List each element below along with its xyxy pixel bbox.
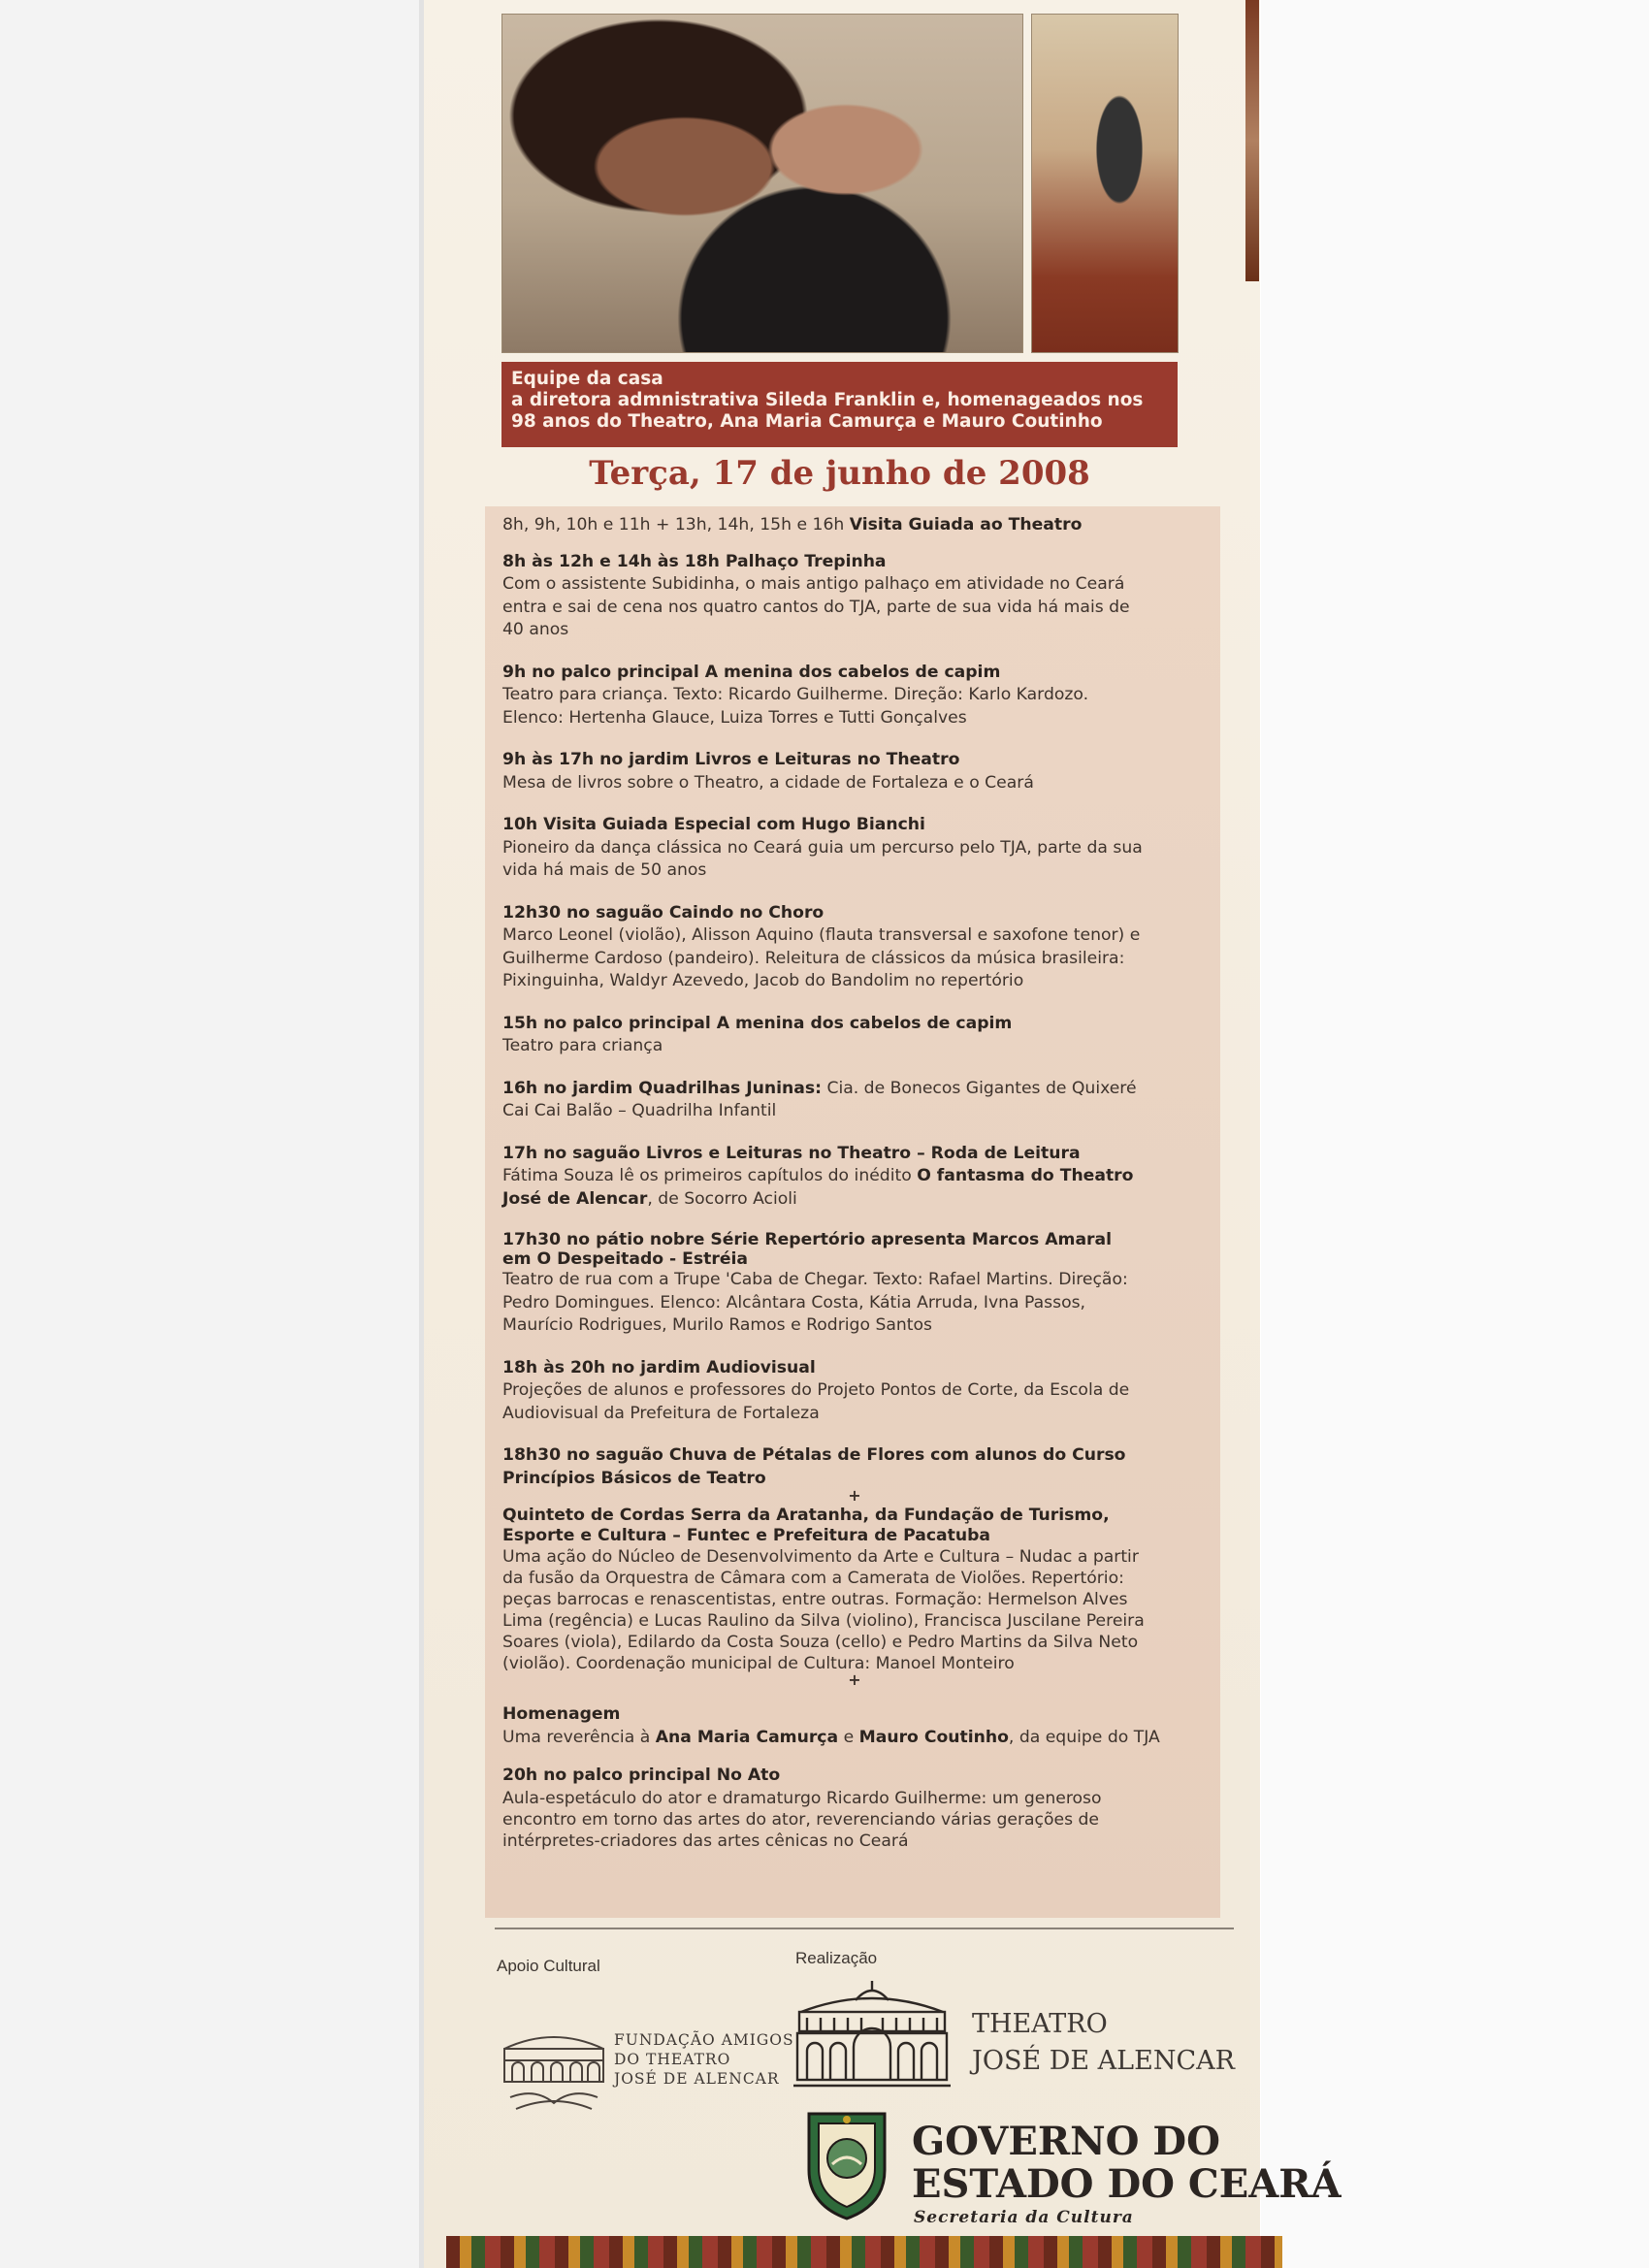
item-text: peças barrocas e renascentistas, entre outras. Formação: Hermelson Alves — [502, 1590, 1128, 1609]
item-text: Guilherme Cardoso (pandeiro). Releitura de clássicos da música brasileira: — [502, 948, 1125, 968]
item-title: Esporte e Cultura – Funtec e Prefeitura de Pacatuba — [502, 1526, 991, 1545]
adjacent-page-edge — [1245, 0, 1259, 281]
item-text: entra e sai de cena nos quatro cantos do TJA, parte de sua vida há mais de — [502, 597, 1130, 617]
item-text: e — [838, 1727, 859, 1747]
governo-line: ESTADO DO CEARÁ — [912, 2161, 1342, 2207]
item-title: 9h às 17h no jardim Livros e Leituras no Theatro — [502, 750, 960, 769]
plus-separator: + — [848, 1670, 861, 1689]
item-text: encontro em torno das artes do ator, reverenciando várias gerações de — [502, 1809, 1099, 1830]
fundacao-line: JOSÉ DE ALENCAR — [614, 2070, 780, 2088]
item-text: Uma ação do Núcleo de Desenvolvimento da Arte e Cultura – Nudac a partir — [502, 1547, 1139, 1567]
theatro-name — [972, 2006, 1235, 2080]
item-text: Com o assistente Subidinha, o mais antigo palhaço em atividade no Ceará — [502, 574, 1125, 594]
item-text: Elenco: Hertenha Glauce, Luiza Torres e Tutti Gonçalves — [502, 707, 967, 728]
caption-line: Equipe da casa — [511, 369, 663, 389]
item-title: Homenagem — [502, 1704, 621, 1724]
item-title: em O Despeitado - Estréia — [502, 1249, 748, 1269]
program-item — [502, 551, 1207, 642]
item-title: 10h Visita Guiada Especial com Hugo Bianchi — [502, 815, 925, 834]
item-title: Princípios Básicos de Teatro — [502, 1468, 766, 1488]
item-text: Aula-espetáculo do ator e dramaturgo Ricardo Guilherme: um generoso — [502, 1788, 1102, 1808]
program-item — [502, 1357, 1207, 1426]
item-title: 8h às 12h e 14h às 18h Palhaço Trepinha — [502, 551, 887, 571]
program-item — [502, 1078, 1207, 1123]
item-title: 15h no palco principal A menina dos cabelos de capim — [502, 1013, 1013, 1033]
ceara-coat-of-arms-icon — [803, 2108, 890, 2222]
item-title: 16h no jardim Quadrilhas Juninas: — [502, 1078, 822, 1098]
caption-line: a diretora admnistrativa Sileda Franklin e, homenageados nos — [511, 390, 1144, 410]
item-title: 17h no saguão Livros e Leituras no Theatro – Roda de Leitura — [502, 1143, 1081, 1163]
fundacao-line: DO THEATRO — [614, 2051, 731, 2068]
item-text: Pixinguinha, Waldyr Azevedo, Jacob do Bandolim no repertório — [502, 971, 1024, 990]
item-title: Quinteto de Cordas Serra da Aratanha, da Fundação de Turismo, — [502, 1506, 1110, 1525]
governo-name — [912, 2121, 1342, 2206]
item-times: 8h, 9h, 10h e 11h + 13h, 14h, 15h e 16h — [502, 515, 850, 535]
item-text: Mesa de livros sobre o Theatro, a cidade de Fortaleza e o Ceará — [502, 772, 1034, 793]
item-text: Maurício Rodrigues, Murilo Ramos e Rodrigo Santos — [502, 1315, 932, 1335]
item-title: 9h no palco principal A menina dos cabelos de capim — [502, 662, 1001, 682]
program-schedule — [485, 506, 1220, 1918]
decorative-border — [446, 2236, 1282, 2268]
date-heading: Terça, 17 de junho de 2008 — [589, 454, 1090, 493]
item-text: Teatro de rua com a Trupe 'Caba de Chegar. Texto: Rafael Martins. Direção: — [502, 1270, 1128, 1289]
program-item — [502, 749, 1207, 794]
theatro-line: JOSÉ DE ALENCAR — [972, 2046, 1235, 2076]
item-text: Lima (regência) e Lucas Raulino da Silva (violino), Francisca Juscilane Pereira — [502, 1611, 1145, 1631]
item-title: 20h no palco principal No Ato — [502, 1766, 781, 1785]
scan-background-left — [0, 0, 424, 2268]
program-item — [502, 814, 1207, 883]
program-item — [502, 1143, 1207, 1212]
fundacao-name — [614, 2030, 794, 2089]
photo-man-on-stage — [1031, 14, 1179, 353]
photo-caption — [501, 362, 1178, 447]
book-title: José de Alencar — [502, 1188, 648, 1209]
program-item — [502, 902, 1207, 993]
photo-two-women — [501, 14, 1023, 353]
item-title: 18h30 no saguão Chuva de Pétalas de Flores com alunos do Curso — [502, 1445, 1126, 1465]
plus-separator: + — [848, 1486, 861, 1505]
item-title: Visita Guiada ao Theatro — [849, 515, 1083, 535]
item-text: Cia. de Bonecos Gigantes de Quixeré — [821, 1078, 1137, 1098]
item-text: Uma reverência à — [502, 1727, 656, 1747]
honoree-name: Mauro Coutinho — [858, 1727, 1009, 1747]
theatro-jose-de-alencar-icon — [793, 1979, 951, 2088]
item-text: vida há mais de 50 anos — [502, 860, 707, 880]
program-item — [502, 1703, 1207, 1749]
item-text: Pioneiro da dança clássica no Ceará guia um percurso pelo TJA, parte da sua — [502, 837, 1143, 858]
governo-line: GOVERNO DO — [912, 2119, 1220, 2164]
program-item — [502, 1765, 1207, 1852]
honoree-name: Ana Maria Camurça — [655, 1727, 839, 1747]
item-text: , da equipe do TJA — [1008, 1727, 1160, 1747]
footer-divider — [495, 1928, 1234, 1929]
program-item — [502, 1013, 1207, 1058]
fundacao-line: FUNDAÇÃO AMIGOS — [614, 2031, 794, 2049]
item-text: intérpretes-criadores das artes cênicas no Ceará — [502, 1831, 909, 1851]
program-item — [502, 1444, 1207, 1688]
item-title: 17h30 no pátio nobre Série Repertório apresenta Marcos Amaral — [502, 1230, 1113, 1249]
caption-line: 98 anos do Theatro, Ana Maria Camurça e Mauro Coutinho — [511, 411, 1103, 432]
program-item — [502, 662, 1207, 730]
item-text: Teatro para criança — [502, 1036, 663, 1055]
item-text: Projeções de alunos e professores do Projeto Pontos de Corte, da Escola de — [502, 1380, 1130, 1400]
item-text: (violão). Coordenação municipal de Cultura: Manoel Monteiro — [502, 1654, 1015, 1673]
secretaria-cultura: Secretaria da Cultura — [914, 2208, 1134, 2227]
item-text: , de Socorro Acioli — [647, 1188, 797, 1209]
item-title: 12h30 no saguão Caindo no Choro — [502, 902, 824, 923]
scan-background-right — [1261, 0, 1649, 2268]
theatro-line: THEATRO — [972, 2009, 1108, 2039]
book-title: O fantasma do Theatro — [917, 1166, 1134, 1185]
item-text: 40 anos — [502, 620, 569, 639]
apoio-cultural-label: Apoio Cultural — [497, 1957, 600, 1975]
item-text: Cai Cai Balão – Quadrilha Infantil — [502, 1101, 777, 1120]
fundacao-theatre-icon — [497, 2020, 611, 2117]
item-text: da fusão da Orquestra de Câmara com a Camerata de Violões. Repertório: — [502, 1569, 1124, 1588]
program-item — [502, 514, 1207, 537]
program-item — [502, 1230, 1207, 1338]
realizacao-label: Realização — [795, 1949, 878, 1967]
item-text: Soares (viola), Edilardo da Costa Souza (cello) e Pedro Martins da Silva Neto — [502, 1633, 1139, 1652]
item-text: Audiovisual da Prefeitura de Fortaleza — [502, 1403, 820, 1423]
item-title: 18h às 20h no jardim Audiovisual — [502, 1357, 816, 1377]
item-text: Fátima Souza lê os primeiros capítulos do inédito — [502, 1166, 918, 1185]
item-text: Pedro Domingues. Elenco: Alcântara Costa, Kátia Arruda, Ivna Passos, — [502, 1292, 1086, 1312]
item-text: Marco Leonel (violão), Alisson Aquino (flauta transversal e saxofone tenor) e — [502, 925, 1141, 945]
item-text: Teatro para criança. Texto: Ricardo Guilherme. Direção: Karlo Kardozo. — [502, 685, 1089, 704]
